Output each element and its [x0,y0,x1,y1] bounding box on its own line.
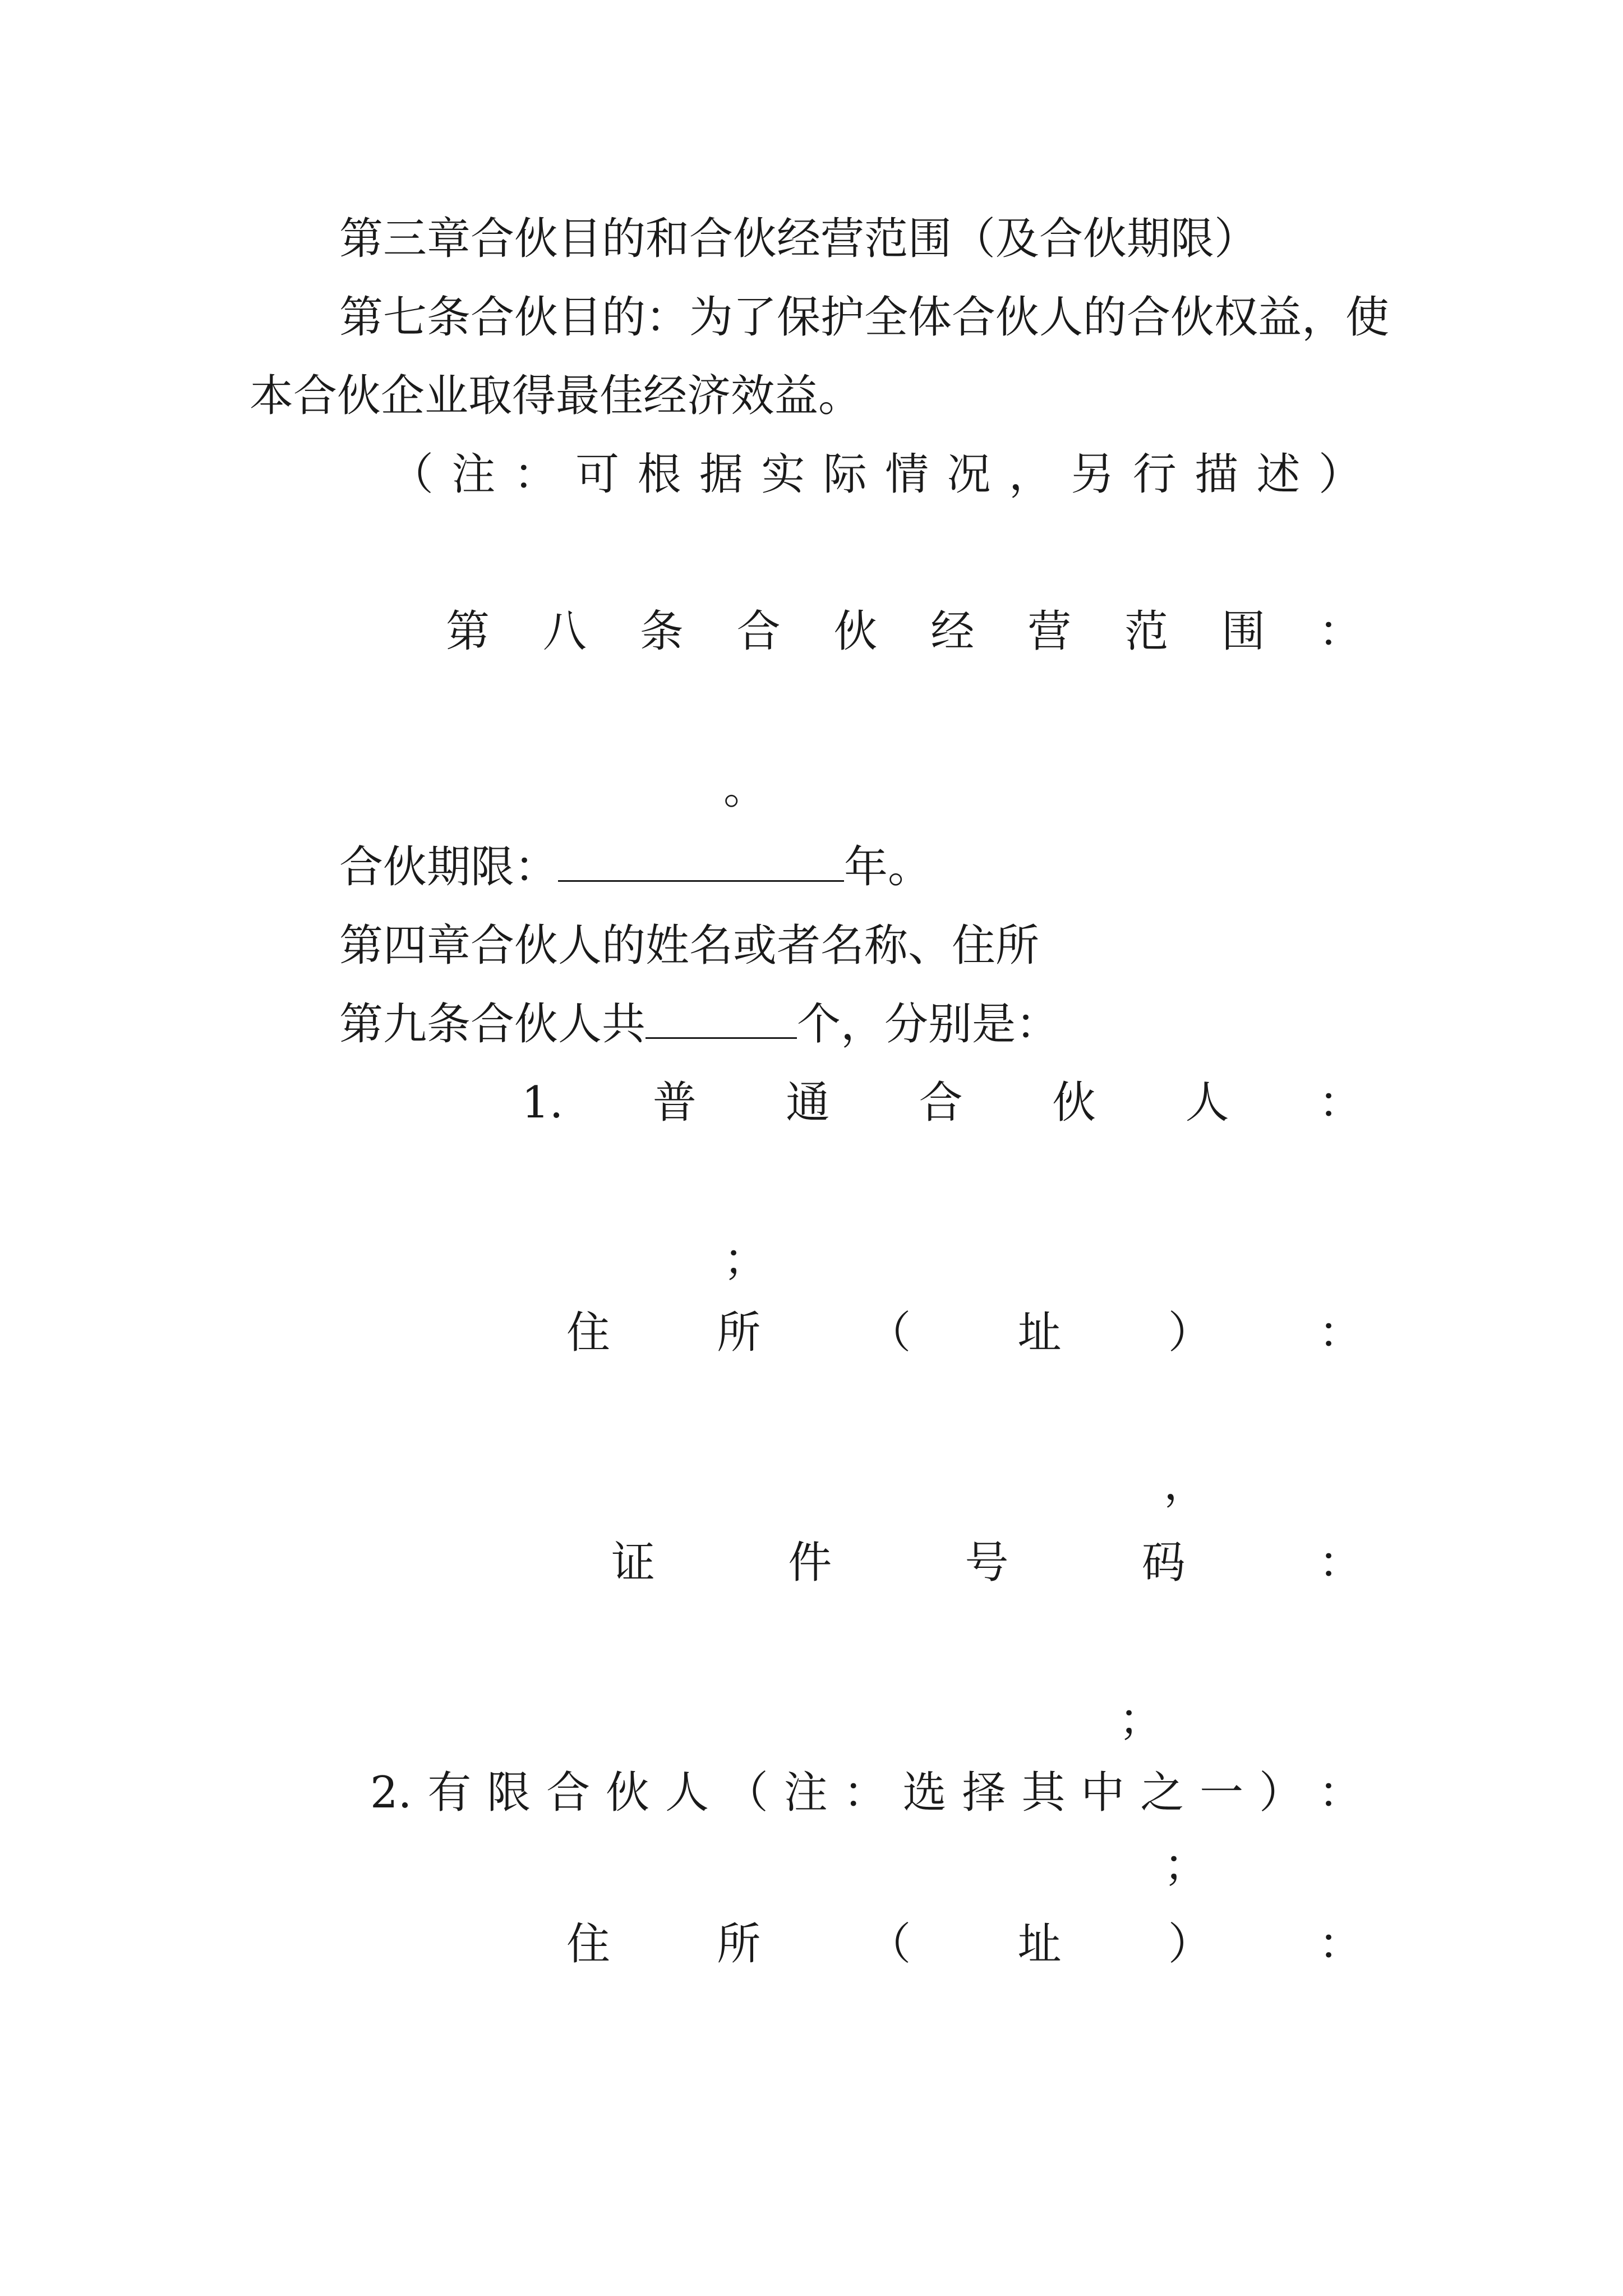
limited-partner-line [370,1766,1362,1820]
article-9-partner-count [339,997,1059,1051]
limited-partner-char: 合 [546,1768,591,1818]
general-partner-char: 1. [522,1078,564,1128]
article-8-end-period: 。 [723,763,768,814]
note-char: 可 [575,449,620,500]
address-char: 址 [1017,1919,1062,1970]
note-char: 况 [947,449,991,500]
limited-partner-char: （ [724,1768,768,1818]
address-char: ） [1168,1308,1212,1358]
general-partner-char: 合 [919,1078,963,1128]
limited-partner-char: 伙 [606,1768,650,1818]
article-8-char: ： [1318,606,1362,657]
semicolon-2: ； [1119,1695,1163,1745]
article-8-char: 经 [930,606,975,657]
address-char: ： [1318,1308,1362,1358]
term-label: 合伙期限： [339,842,559,892]
limited-partner-char: 注 [783,1768,828,1818]
partnership-term [339,840,932,894]
article-8-char: 营 [1027,606,1072,657]
limited-partner-char: 中 [1081,1768,1125,1818]
comma-1: ， [1164,1459,1208,1510]
general-partner-char: 人 [1185,1078,1229,1128]
limited-partner-char: ： [843,1768,887,1818]
general-partner-char: 普 [652,1078,697,1128]
id-number-char: 码 [1141,1538,1186,1588]
limited-partner-char: 一 [1200,1768,1244,1818]
limited-partner-char: ） [1259,1768,1303,1818]
address-char: ： [1318,1919,1362,1970]
semicolon-3: ； [1164,1841,1208,1891]
article-8-business-scope [446,605,1362,659]
chapter-3-title: 第三章合伙目的和合伙经营范围（及合伙期限） [339,214,1258,264]
article-8-char: 伙 [833,606,878,657]
limited-partner-char: 限 [487,1768,531,1818]
address-char: （ [867,1919,911,1970]
note-char: ： [513,449,557,500]
term-years-blank[interactable] [558,841,844,882]
article-7-line-2: 本合伙企业取得最佳经济效益。 [250,371,863,421]
address-char: 所 [717,1308,761,1358]
partner-count-blank[interactable] [645,998,797,1039]
note-char: 描 [1195,449,1239,500]
note-char: 实 [761,449,805,500]
address-char: ） [1168,1919,1212,1970]
address-line-1 [566,1306,1362,1360]
general-partner-char: ： [1318,1078,1362,1128]
article-7-line-1: 第七条合伙目的：为了保护全体合伙人的合伙权益，使 [339,292,1390,343]
id-number-char: 件 [788,1538,832,1588]
note-char: （ [390,449,434,500]
note-char: ） [1318,449,1362,500]
limited-partner-char: 之 [1140,1768,1184,1818]
article-8-char: 围 [1221,606,1266,657]
note-char: 另 [1071,449,1115,500]
id-number-char: ： [1318,1538,1362,1588]
general-partner-line [522,1076,1362,1130]
general-partner-char: 伙 [1052,1078,1096,1128]
article-8-char: 范 [1124,606,1169,657]
address-char: 住 [566,1308,611,1358]
limited-partner-char: 有 [427,1768,472,1818]
semicolon-1: ； [723,1235,768,1285]
id-number-char: 证 [611,1538,656,1588]
limited-partner-char: 选 [902,1768,947,1818]
address-line-2 [566,1917,1362,1971]
limited-partner-char: 择 [962,1768,1006,1818]
address-char: （ [867,1308,911,1358]
note-char: 行 [1132,449,1177,500]
article-8-char: 条 [639,606,684,657]
address-char: 住 [566,1919,611,1970]
id-number-char: 号 [965,1538,1009,1588]
note-char: 际 [823,449,867,500]
article-8-char: 第 [446,606,490,657]
article-9-prefix: 第九条合伙人共 [339,999,646,1050]
article-8-char: 八 [542,606,587,657]
address-char: 址 [1017,1308,1062,1358]
limited-partner-char: 其 [1021,1768,1066,1818]
limited-partner-char: 2. [370,1768,412,1818]
article-9-suffix: 个，分别是： [797,999,1060,1050]
note-char: 根 [637,449,681,500]
note-describe [390,448,1362,501]
note-char: 情 [885,449,929,500]
limited-partner-char: 人 [665,1768,709,1818]
note-char: ， [1008,449,1053,500]
chapter-4-title: 第四章合伙人的姓名或者名称、住所 [339,921,1040,971]
note-char: 据 [699,449,743,500]
term-suffix: 年。 [844,842,932,892]
limited-partner-char: ： [1318,1768,1362,1818]
id-number-line [611,1536,1362,1590]
article-8-char: 合 [736,606,781,657]
note-char: 述 [1256,449,1301,500]
note-char: 注 [451,449,496,500]
general-partner-char: 通 [786,1078,830,1128]
address-char: 所 [717,1919,761,1970]
